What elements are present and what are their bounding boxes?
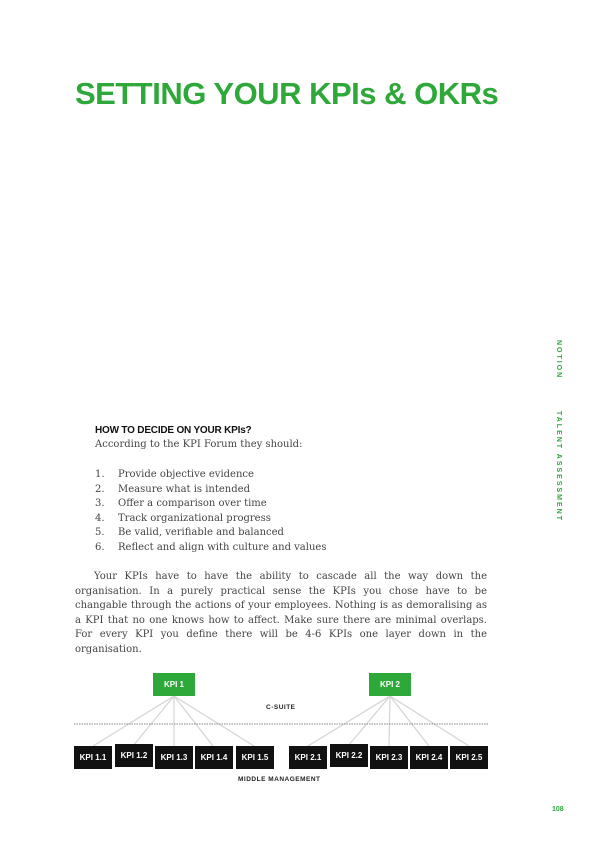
kpi-box-bottom: KPI 2.1 <box>289 746 327 769</box>
level-label-c-suite: C-SUITE <box>266 704 296 711</box>
body-paragraph: Your KPIs have to have the ability to cascade all the way down the organisation. In a purely practical sense the KPIs you chose have to be changable through the actions of your employees. Nothing is as demoralising as a KPI that no one knows how to affect. Make sure there are minimal overlaps. For every KPI you define there will be 4-6 KPIs one layer down in the organisation. <box>75 571 487 655</box>
kpi-box-bottom: KPI 2.4 <box>410 746 448 769</box>
kpi-box-bottom: KPI 1.1 <box>74 746 112 769</box>
page-title: SETTING YOUR KPIs & OKRs <box>75 76 499 111</box>
list-number: 2. <box>95 483 105 495</box>
kpi-box-bottom: KPI 1.2 <box>115 744 153 767</box>
kpi-box-bottom: KPI 1.3 <box>155 746 193 769</box>
list-number: 4. <box>95 512 105 524</box>
list-number: 5. <box>95 527 105 538</box>
kpi-box-bottom: KPI 2.2 <box>330 744 368 767</box>
list-number: 6. <box>95 541 105 553</box>
list-text: Offer a comparison over time <box>118 498 267 509</box>
kpi-box-top: KPI 1 <box>153 673 195 696</box>
list-text: Track organizational progress <box>118 512 271 524</box>
side-label-notion: NOTION <box>555 340 562 380</box>
level-label-middle-management: MIDDLE MANAGEMENT <box>238 776 321 783</box>
kpi-box-bottom: KPI 2.3 <box>370 746 408 769</box>
list-number: 1. <box>95 469 105 480</box>
list-number: 3. <box>95 498 105 509</box>
list-text: Reflect and align with culture and values <box>118 541 327 553</box>
side-label-talent-assessment: TALENT ASSESSMENT <box>555 411 562 523</box>
list-text: Be valid, verifiable and balanced <box>118 527 284 538</box>
kpi-box-bottom: KPI 1.5 <box>236 746 274 769</box>
page-number: 108 <box>552 806 564 813</box>
kpi-box-bottom: KPI 2.5 <box>450 746 488 769</box>
section-intro: According to the KPI Forum they should: <box>95 439 303 450</box>
kpi-box-top: KPI 2 <box>369 673 411 696</box>
list-text: Provide objective evidence <box>118 469 254 480</box>
list-text: Measure what is intended <box>118 483 250 495</box>
kpi-box-bottom: KPI 1.4 <box>195 746 233 769</box>
section-heading: HOW TO DECIDE ON YOUR KPIs? <box>95 425 252 436</box>
